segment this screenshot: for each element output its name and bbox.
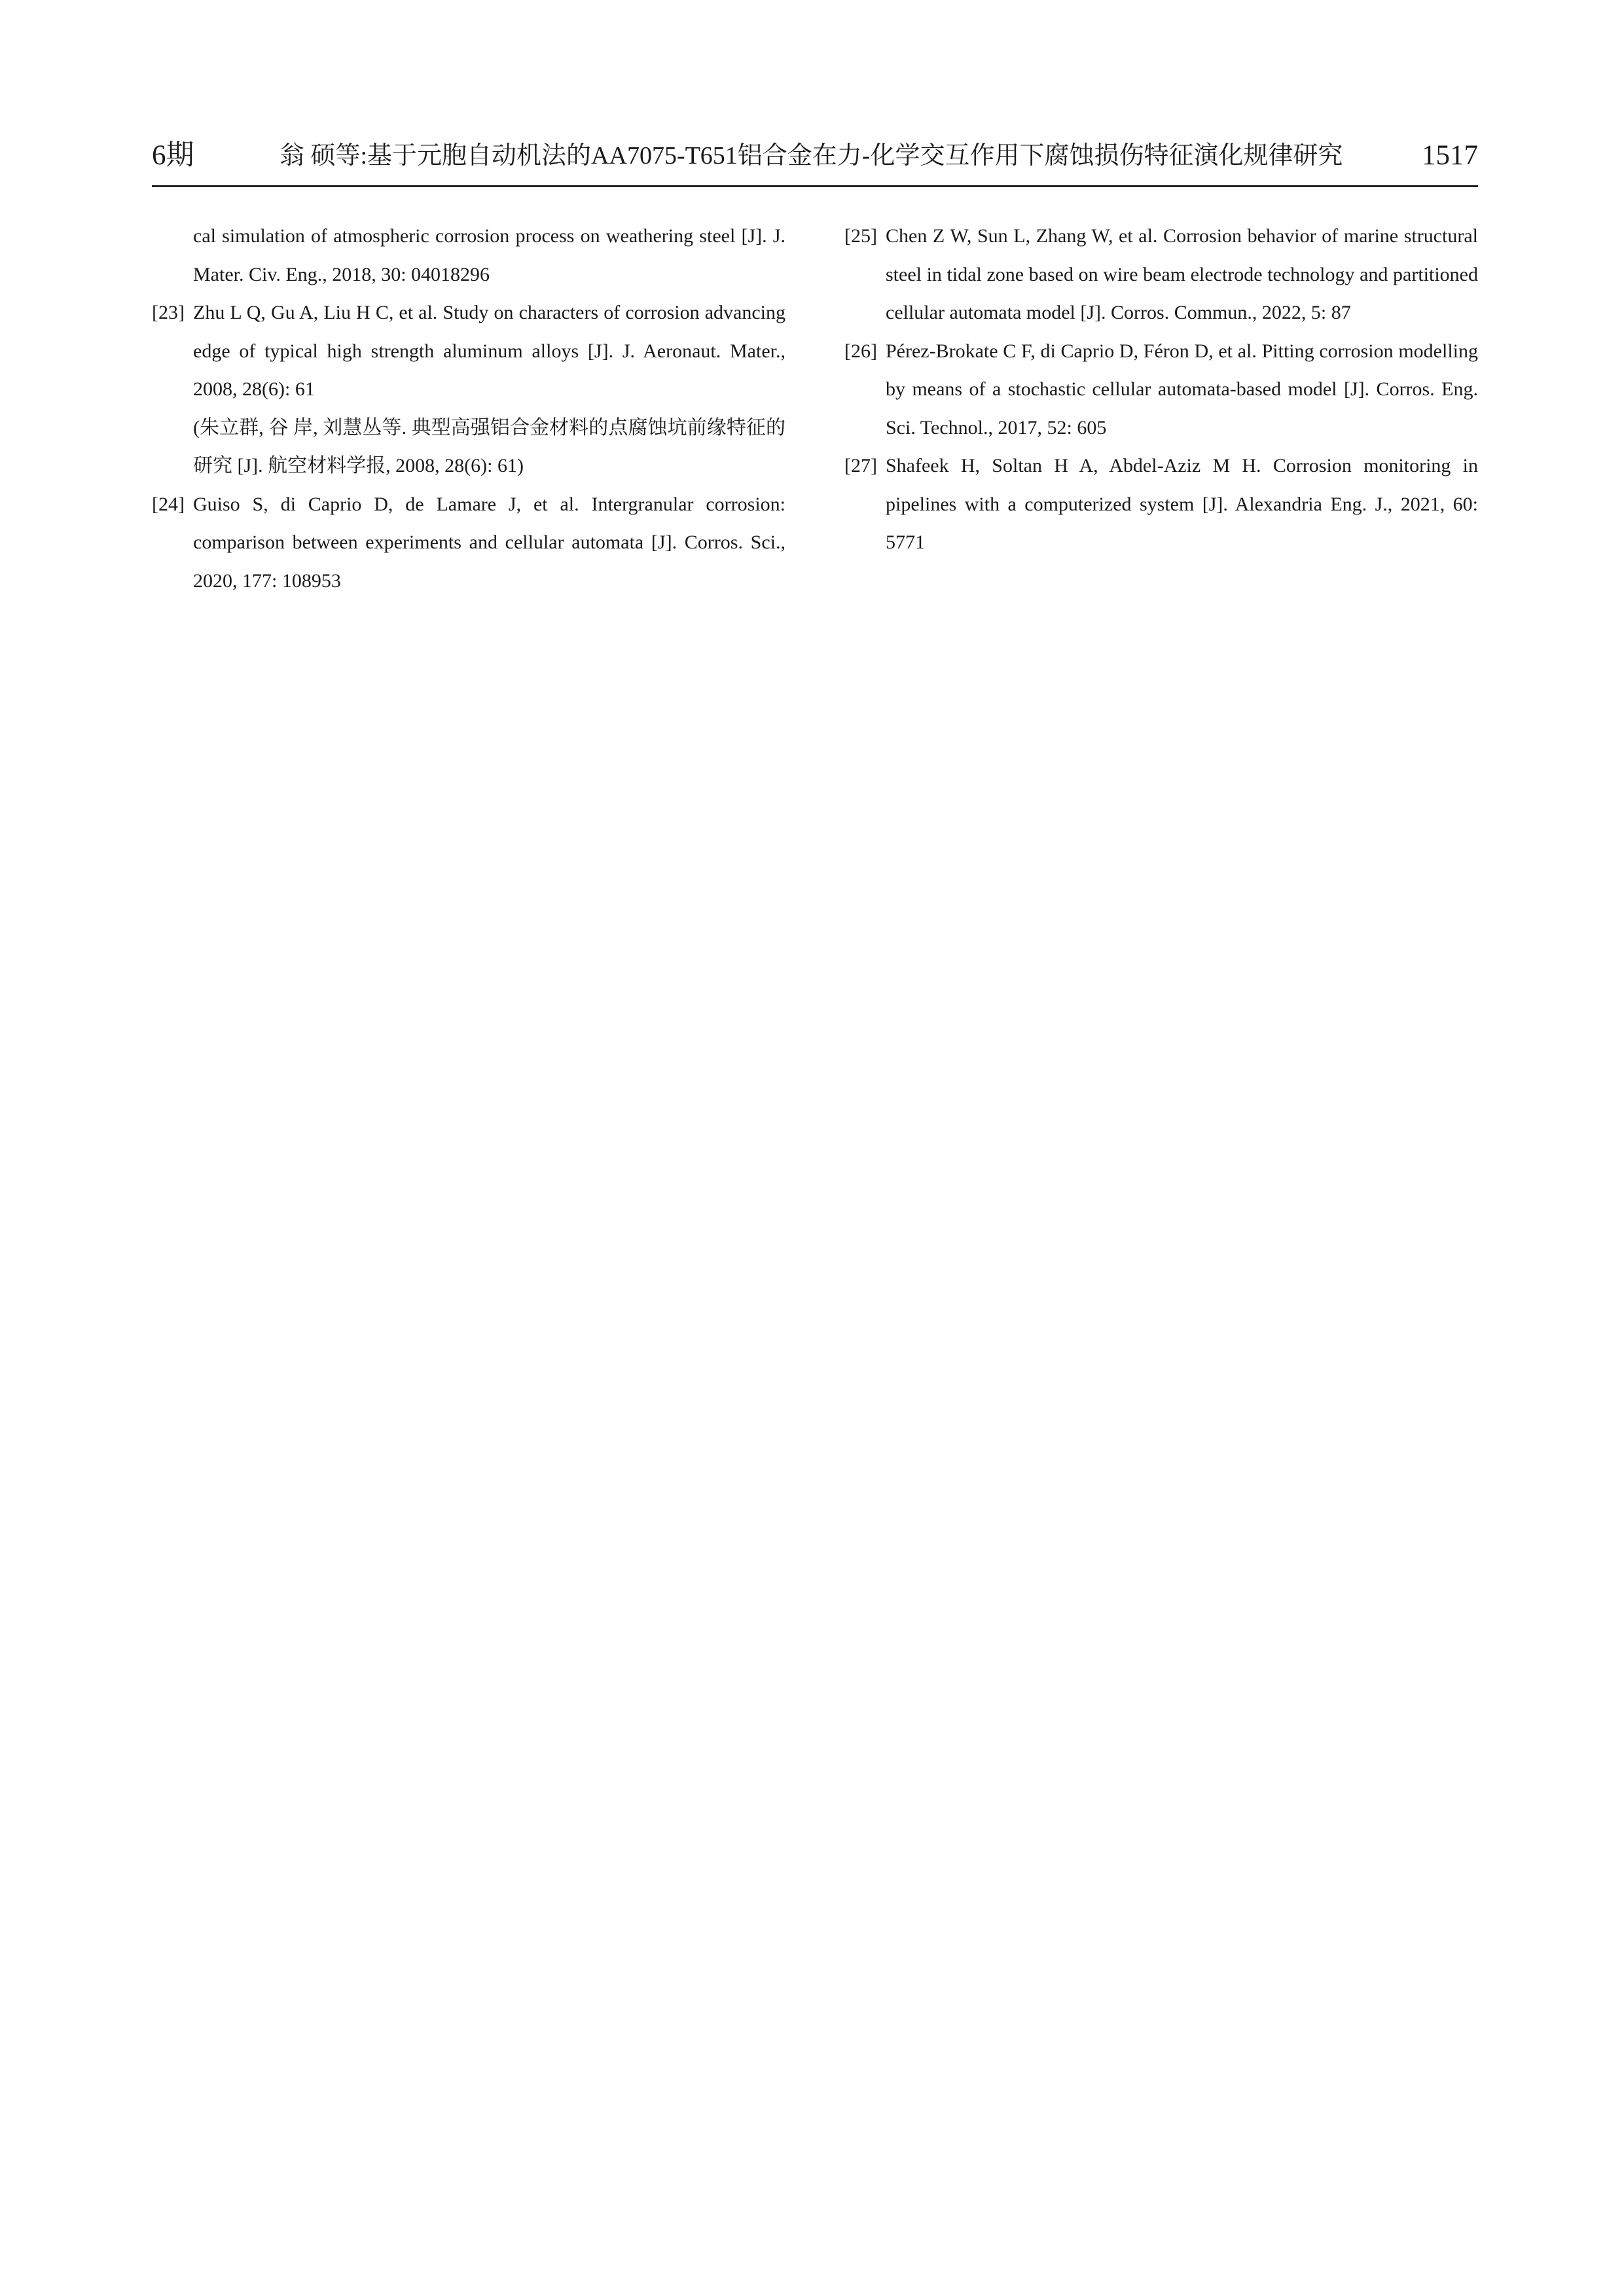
references-left-column bbox=[152, 217, 785, 600]
running-title: 翁 硕等:基于元胞自动机法的AA7075-T651铝合金在力-化学交互作用下腐蚀损伤特征演化规律研究 bbox=[280, 142, 1343, 170]
reference-item-23 bbox=[152, 294, 785, 486]
reference-number: [27] bbox=[844, 455, 877, 476]
reference-text: Chen Z W, Sun L, Zhang W, et al. Corrosion behavior of marine structural steel in tidal zone based on wire beam electrode technology and partitioned cellular automata model [J]. Corros. Commun., 2022, 5: 87 bbox=[886, 225, 1478, 323]
reference-number: [23] bbox=[152, 302, 185, 323]
references-right-column bbox=[844, 217, 1478, 562]
issue-number: 6期 bbox=[152, 140, 194, 171]
reference-item-26 bbox=[844, 332, 1478, 448]
reference-item-25 bbox=[844, 217, 1478, 332]
reference-translation: (朱立群, 谷 岸, 刘慧丛等. 典型高强铝合金材料的点腐蚀坑前缘特征的研究 [J]. 航空材料学报, 2008, 28(6): 61) bbox=[193, 416, 785, 476]
reference-text: Shafeek H, Soltan H A, Abdel-Aziz M H. Corrosion monitoring in pipelines with a computerized system [J]. Alexandria Eng. J., 2021, 60: 5771 bbox=[886, 455, 1478, 553]
page-number: 1517 bbox=[1422, 140, 1478, 171]
reference-number: [24] bbox=[152, 493, 185, 515]
reference-item-27 bbox=[844, 447, 1478, 562]
reference-item-24 bbox=[152, 486, 785, 601]
reference-text: cal simulation of atmospheric corrosion process on weathering steel [J]. J. Mater. Civ. Eng., 2018, 30: 04018296 bbox=[193, 225, 785, 285]
reference-text: Zhu L Q, Gu A, Liu H C, et al. Study on characters of corrosion advancing edge of typical high strength aluminum alloys [J]. J. Aeronaut. Mater., 2008, 28(6): 61 bbox=[193, 302, 785, 400]
reference-number: [26] bbox=[844, 340, 877, 362]
running-header bbox=[152, 134, 1478, 187]
reference-text: Pérez-Brokate C F, di Caprio D, Féron D, et al. Pitting corrosion modelling by means of a stochastic cellular automata-based model [J]. Corros. Eng. Sci. Technol., 2017, 52: 605 bbox=[886, 340, 1478, 439]
reference-number: [25] bbox=[844, 225, 877, 247]
reference-item-22-continued bbox=[152, 217, 785, 294]
reference-text: Guiso S, di Caprio D, de Lamare J, et al. Intergranular corrosion: comparison between experiments and cellular automata [J]. Corros. Sci., 2020, 177: 108953 bbox=[193, 493, 785, 592]
